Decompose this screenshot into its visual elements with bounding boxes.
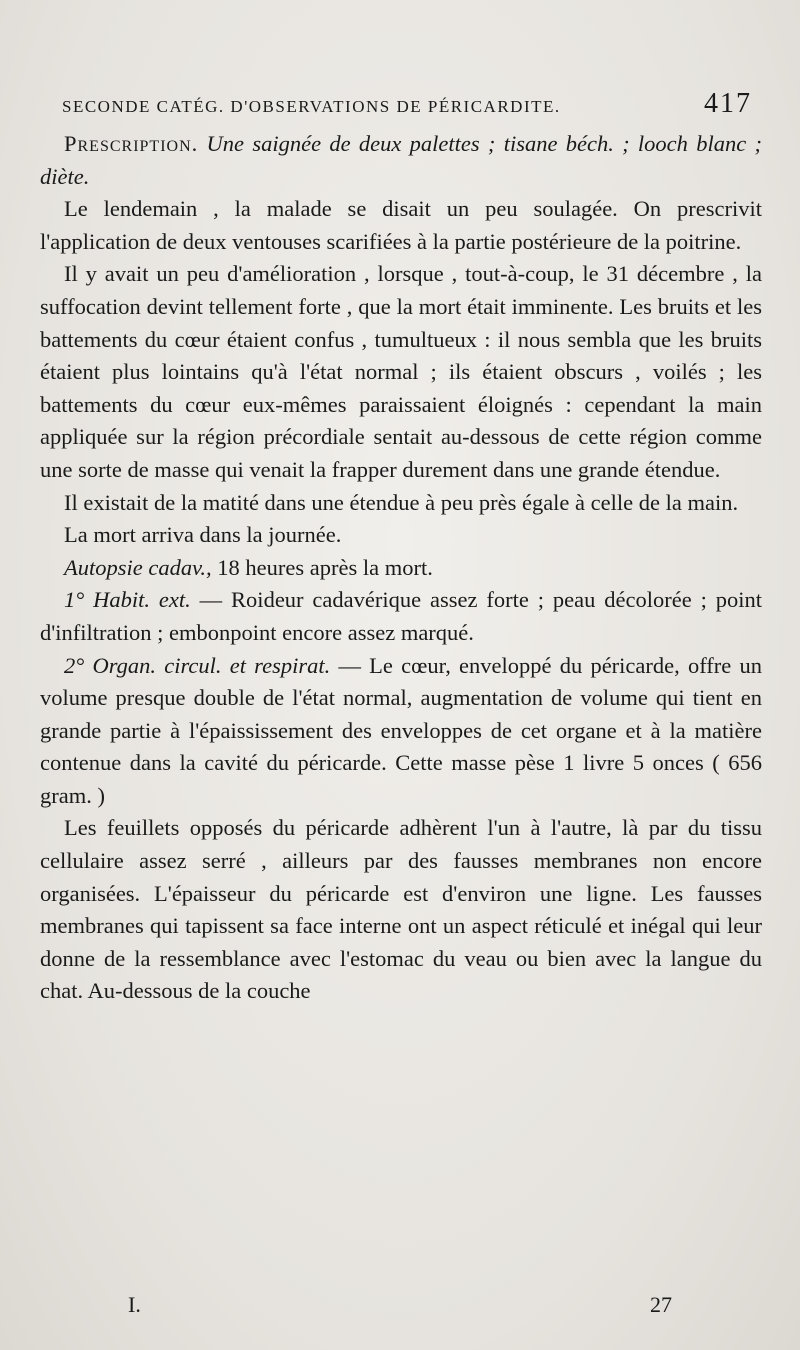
autopsie-label: Autopsie cadav., xyxy=(64,554,212,580)
paragraph: Il y avait un peu d'amélioration , lorsque , tout-à-coup, le 31 décembre , la suffocation devint tellement forte , que la mort était imminente. Les bruits et les battements du cœur étaient confus , tumultueux : il nous sembla que les bruits étaient plus lointains qu'à l'état normal ; ils étaient obscurs , voilés ; les battements du cœur eux-mêmes paraissaient éloignés : cependant la main appliquée sur la région précordiale sentait au-dessous de cette région comme une sorte de masse qui venait la frapper durement dans une grande étendue. xyxy=(40,261,762,482)
signature-mark-right: 27 xyxy=(650,1292,672,1317)
paragraph: Les feuillets opposés du péricarde adhèrent l'un à l'autre, là par du tissu cellulaire assez serré , ailleurs par des fausses membranes non encore organisées. L'épaisseur du péricarde est d'environ une ligne. Les fausses membranes qui tapissent sa face interne ont un aspect réticulé et inégal qui leur donne de la ressemblance avec l'estomac du veau ou bien avec la langue du chat. Au-dessous de la couche xyxy=(40,815,762,1004)
prescription-label: Prescription. xyxy=(64,131,199,156)
paragraph: Il existait de la matité dans une étendue à peu près égale à celle de la main. xyxy=(64,489,739,515)
organ-circul-text: — Le cœur, enveloppé du péricarde, offre un volume presque double de l'état normal, augmentation de volume qui tient en grande partie à l'épaississement des enveloppes de cet organe et à la matière contenue dans la cavité du péricarde. Cette masse pèse 1 livre 5 onces ( 656 gram. ) xyxy=(40,652,762,808)
organ-circul-label: 2° Organ. circul. et respirat. xyxy=(64,652,331,678)
autopsie-text: 18 heures après la mort. xyxy=(211,554,433,580)
paragraph: Le lendemain , la malade se disait un peu soulagée. On prescrivit l'application de deux ventouses scarifiées à la partie postérieure de la poitrine. xyxy=(40,196,762,254)
page-number: 417 xyxy=(704,88,752,119)
body-text xyxy=(40,128,762,1008)
running-header xyxy=(62,88,752,120)
running-title: SECONDE CATÉG. D'OBSERVATIONS DE PÉRICARDITE. xyxy=(62,97,561,116)
paragraph-organ-circul xyxy=(40,650,762,813)
paragraph-habit-ext xyxy=(40,584,762,649)
habit-ext-text: — Roideur cadavérique assez forte ; peau décolorée ; point d'infiltration ; embonpoint encore assez marqué. xyxy=(40,587,762,645)
paragraph-prescription xyxy=(40,128,762,193)
paragraph: La mort arriva dans la journée. xyxy=(64,522,342,548)
prescription-text: Une saignée de deux palettes ; tisane béch. ; looch blanc ; diète. xyxy=(40,131,762,189)
page-footer xyxy=(128,1292,672,1318)
paragraph-autopsie xyxy=(40,552,762,585)
habit-ext-label: 1° Habit. ext. xyxy=(64,587,191,613)
signature-mark-left: I. xyxy=(128,1292,141,1317)
